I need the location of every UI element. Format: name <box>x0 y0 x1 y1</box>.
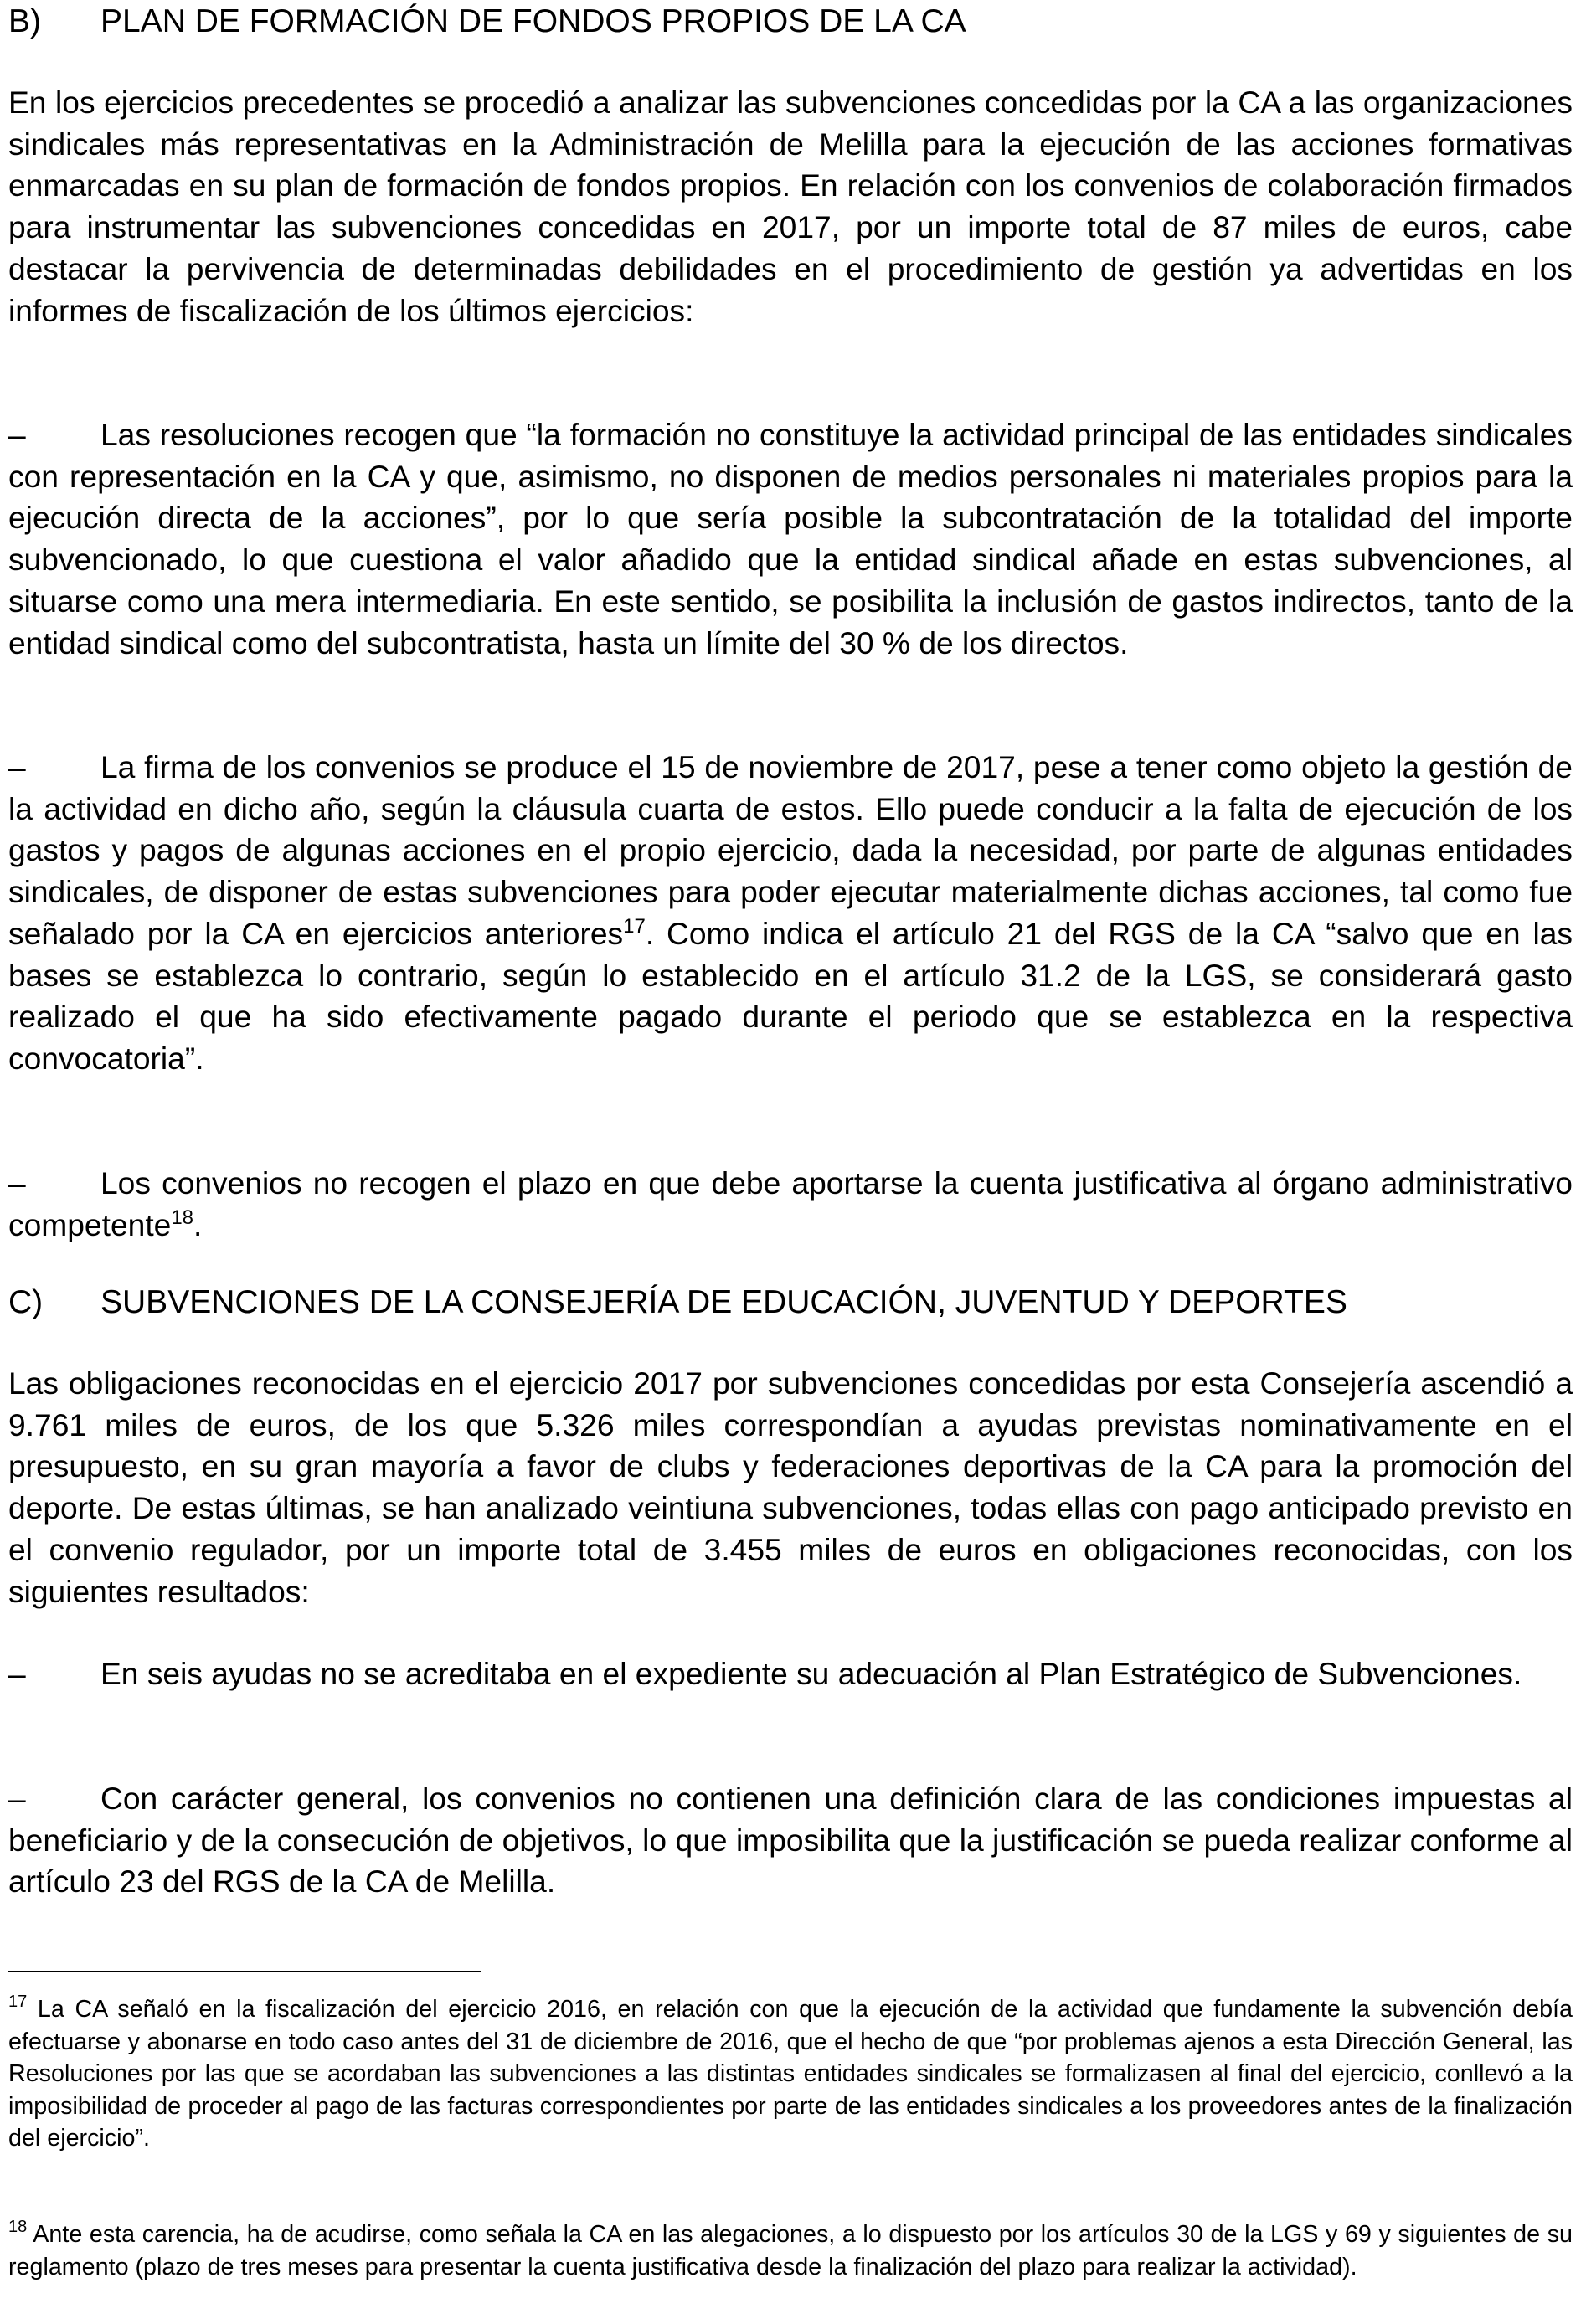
footnote-18 <box>8 2219 1573 2283</box>
section-b-bullet-3-text-a: Los convenios no recogen el plazo en que debe aportarse la cuenta justificativa al órgano administrativo competente <box>8 1165 1573 1242</box>
section-b-bullet-2-text-a: La firma de los convenios se produce el 15 de noviembre de 2017, pese a tener como objeto la gestión de la actividad en dicho año, según la cláusula cuarta de estos. Ello puede conducir a la falta de ejecución de los gastos y pagos de algunas acciones en el propio ejercicio, dada la necesidad, por parte de algunas entidades sindicales, de disponer de estas subvenciones para poder ejecutar materialmente dichas acciones, tal como fue señalado por la CA en ejercicios anteriores <box>8 749 1573 951</box>
section-b-bullet-1 <box>8 414 1573 664</box>
section-b-title: PLAN DE FORMACIÓN DE FONDOS PROPIOS DE LA CA <box>100 3 966 39</box>
footnote-ref-17: 17 <box>623 914 646 938</box>
footnote-separator <box>8 1971 481 1972</box>
footnote-ref-18: 18 <box>171 1206 194 1229</box>
footnote-17-number: 17 <box>8 1992 28 2011</box>
section-c-bullet-1 <box>8 1653 1573 1695</box>
bullet-dash: – <box>8 749 26 784</box>
section-b-bullet-2-text-b: . Como indica el artículo 21 del RGS de la CA “salvo que en las bases se establezca lo contrario, según lo establecido en el artículo 31.2 de la LGS, se considerará gasto realizado el que ha sido efectivamente pagado durante el periodo que se establezca en la respectiva convocatoria”. <box>8 915 1573 1076</box>
section-c-bullet-2 <box>8 1778 1573 1903</box>
section-c-letter: C) <box>8 1284 44 1320</box>
footnote-17 <box>8 1993 1573 2155</box>
footnote-18-number: 18 <box>8 2218 28 2236</box>
section-b-heading <box>8 2 966 42</box>
bullet-dash: – <box>8 1656 26 1691</box>
section-b-letter: B) <box>8 3 41 39</box>
footnote-18-text: Ante esta carencia, ha de acudirse, como señala la CA en las alegaciones, a lo dispuesto por los artículos 30 de la LGS y 69 y siguientes de su reglamento (plazo de tres meses para presentar la cuenta justificativa desde la finalización del plazo para realizar la actividad). <box>8 2221 1573 2280</box>
section-b-bullet-1-text: Las resoluciones recogen que “la formación no constituye la actividad principal de las entidades sindicales con representación en la CA y que, asimismo, no disponen de medios personales ni materiales propios para la ejecución directa de la acciones”, por lo que sería posible la subcontratación de la totalidad del importe subvencionado, lo que cuestiona el valor añadido que la entidad sindical añade en estas subvenciones, al situarse como una mera intermediaria. En este sentido, se posibilita la inclusión de gastos indirectos, tanto de la entidad sindical como del subcontratista, hasta un límite del 30 % de los directos. <box>8 417 1573 661</box>
section-b-intro: En los ejercicios precedentes se procedió a analizar las subvenciones concedidas por la CA a las organizaciones sindicales más representativas en la Administración de Melilla para la ejecución de las acciones formativas enmarcadas en su plan de formación de fondos propios. En relación con los convenios de colaboración firmados para instrumentar las subvenciones concedidas en 2017, por un importe total de 87 miles de euros, cabe destacar la pervivencia de determinadas debilidades en el procedimiento de gestión ya advertidas en los informes de fiscalización de los últimos ejercicios: <box>8 85 1573 328</box>
footnote-17-text: La CA señaló en la fiscalización del ejercicio 2016, en relación con que la ejecución de la actividad que fundamente la subvención debía efectuarse y abonarse en todo caso antes del 31 de diciembre de 2016, que el hecho de que “por problemas ajenos a esta Dirección General, las Resoluciones por las que se acordaban las subvenciones a las distintas entidades sindicales se formalizasen al final del ejercicio, conllevó a la imposibilidad de proceder al pago de las facturas correspondientes por parte de las entidades sindicales a los proveedores antes de la finalización del ejercicio”. <box>8 1996 1573 2152</box>
section-c-intro: Las obligaciones reconocidas en el ejercicio 2017 por subvenciones concedidas por esta Consejería ascendió a 9.761 miles de euros, de los que 5.326 miles correspondían a ayudas previstas nominativamente en el presupuesto, en su gran mayoría a favor de clubs y federaciones deportivas de la CA para la promoción del deporte. De estas últimas, se han analizado veintiuna subvenciones, todas ellas con pago anticipado previsto en el convenio regulador, por un importe total de 3.455 miles de euros en obligaciones reconocidas, con los siguientes resultados: <box>8 1365 1573 1609</box>
section-c-bullet-2-text: Con carácter general, los convenios no contienen una definición clara de las condiciones impuestas al beneficiario y de la consecución de objetivos, lo que imposibilita que la justificación se pueda realizar conforme al artículo 23 del RGS de la CA de Melilla. <box>8 1781 1573 1900</box>
section-b-bullet-2 <box>8 747 1573 1080</box>
section-b-bullet-3-text-b: . <box>193 1206 203 1242</box>
section-c-bullet-1-text: En seis ayudas no se acreditaba en el expediente su adecuación al Plan Estratégico de Subvenciones. <box>100 1656 1522 1691</box>
section-c-title: SUBVENCIONES DE LA CONSEJERÍA DE EDUCACIÓN, JUVENTUD Y DEPORTES <box>100 1284 1347 1320</box>
section-b-bullet-3 <box>8 1163 1573 1246</box>
bullet-dash: – <box>8 1781 26 1816</box>
section-c-heading <box>8 1283 1347 1323</box>
bullet-dash: – <box>8 417 26 452</box>
bullet-dash: – <box>8 1165 26 1201</box>
